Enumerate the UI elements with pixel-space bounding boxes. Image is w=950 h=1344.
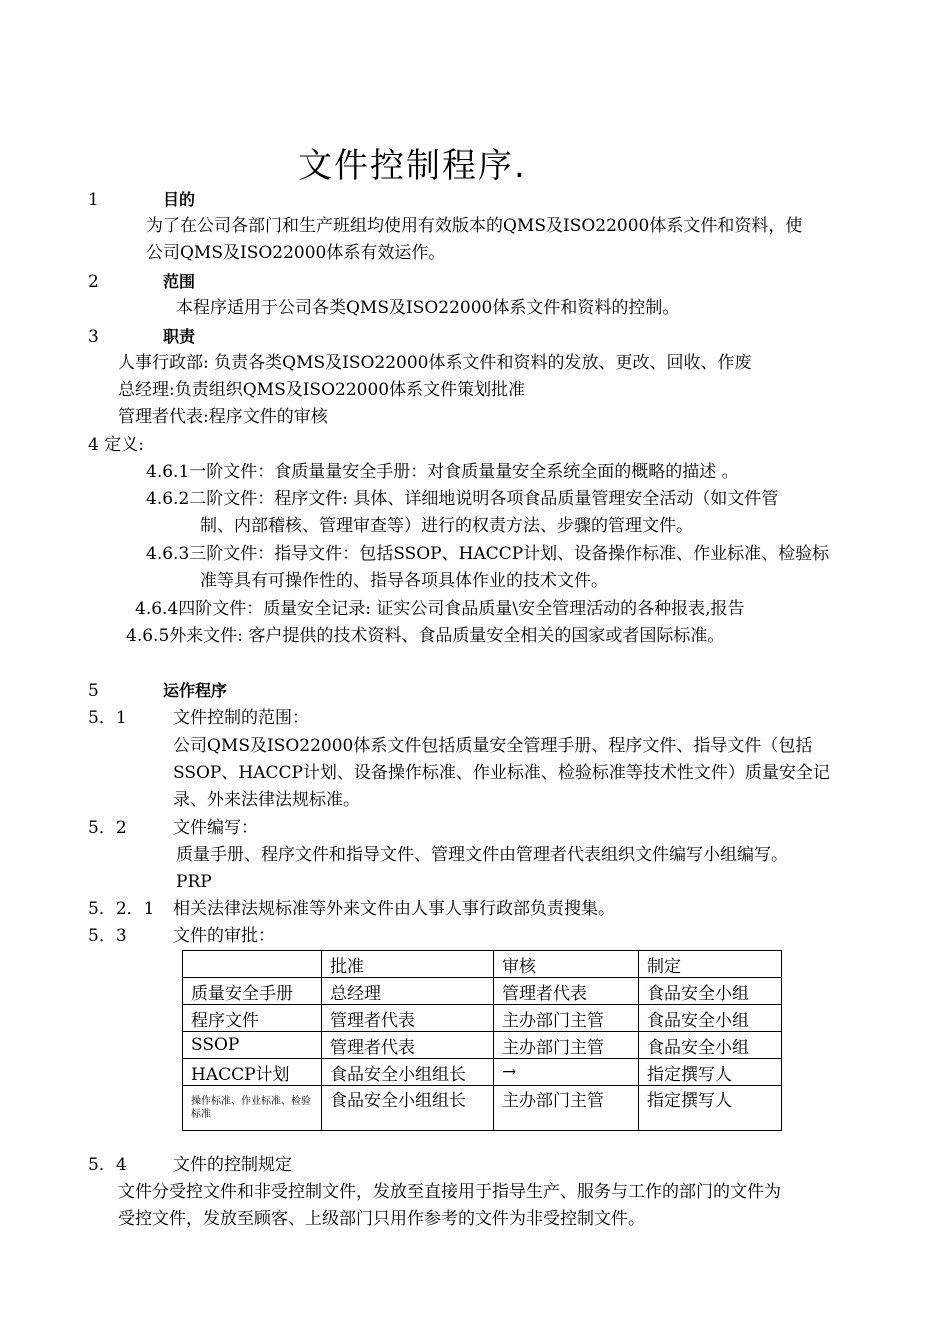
definition-line: 4.6.2二阶文件：程序文件: 具体、详细地说明各项食品质量管理安全活动（如文件管 [146, 489, 779, 509]
subsection-title: 文件的控制规定 [173, 1155, 292, 1175]
paragraph-line: 文件分受控文件和非受控制文件，发放至直接用于指导生产、服务与工作的部门的文件为 [118, 1182, 781, 1202]
paragraph-line: SSOP、HACCP计划、设备操作标准、作业标准、检验标准等技术性文件）质量安全记 [173, 763, 830, 783]
paragraph-line: 总经理:负责组织QMS及ISO22000体系文件策划批准 [118, 380, 526, 400]
table-cell: 程序文件 [183, 1005, 322, 1032]
section-heading: 范围 [163, 272, 196, 291]
section-heading: 运作程序 [163, 681, 228, 700]
paragraph-line: PRP [176, 872, 212, 892]
paragraph-line: 人事行政部: 负责各类QMS及ISO22000体系文件和资料的发放、更改、回收、作废 [118, 353, 752, 373]
table-cell: 食品安全小组 [639, 1005, 782, 1032]
section-number: 1 [88, 190, 99, 210]
table-cell: 质量安全手册 [183, 978, 322, 1005]
table-row [183, 1086, 782, 1131]
table-cell: 总经理 [322, 978, 494, 1005]
table-header-cell: 审核 [494, 951, 639, 978]
table-cell: 食品安全小组组长 [322, 1059, 494, 1086]
paragraph-line: 公司QMS及ISO22000体系有效运作。 [146, 243, 446, 263]
table-row [183, 1032, 782, 1059]
definition-line: 4.6.5外来文件: 客户提供的技术资料、食品质量安全相关的国家或者国际标准。 [126, 626, 725, 646]
section-heading: 4 定义: [88, 435, 144, 455]
subsection-title: 文件编写： [173, 818, 258, 838]
definition-line: 4.6.1一阶文件：食质量量安全手册：对食质量量安全系统全面的概略的描述 。 [146, 462, 739, 482]
definition-line: 准等具有可操作性的、指导各项具体作业的技术文件。 [200, 571, 608, 591]
definition-line: 4.6.4四阶文件：质量安全记录: 证实公司食品质量\安全管理活动的各种报表,报告 [135, 599, 745, 619]
table-row [183, 1059, 782, 1086]
table-cell: 食品安全小组 [639, 1032, 782, 1059]
paragraph-line: 管理者代表:程序文件的审核 [118, 407, 328, 427]
table-cell: HACCP计划 [183, 1059, 322, 1086]
definition-line: 制、内部稽核、管理审查等）进行的权责方法、步骤的管理文件。 [200, 516, 693, 536]
table-cell: 管理者代表 [322, 1032, 494, 1059]
subsection-number: 5．1 [88, 708, 127, 728]
subsection-number: 5．2．1 [88, 899, 155, 919]
subsection-number: 5．3 [88, 926, 127, 946]
table-header-cell: 制定 [639, 951, 782, 978]
subsection-title: 文件控制的范围： [173, 708, 309, 728]
approval-table [182, 950, 782, 1131]
table-cell: 管理者代表 [322, 1005, 494, 1032]
table-cell: 操作标准、作业标准、检验标准 [183, 1086, 322, 1131]
page-title: 文件控制程序. [298, 146, 527, 186]
paragraph-line: 本程序适用于公司各类QMS及ISO22000体系文件和资料的控制。 [176, 298, 680, 318]
paragraph-line: 为了在公司各部门和生产班组均使用有效版本的QMS及ISO22000体系文件和资料，使 [146, 216, 803, 236]
subsection-title: 文件的审批： [173, 926, 275, 946]
table-row [183, 978, 782, 1005]
paragraph-line: 公司QMS及ISO22000体系文件包括质量安全管理手册、程序文件、指导文件（包括 [173, 736, 813, 756]
definition-line: 4.6.3三阶文件：指导文件：包括SSOP、HACCP计划、设备操作标准、作业标准、检验标 [146, 544, 830, 564]
table-header-cell: 批准 [322, 951, 494, 978]
section-number: 5 [88, 681, 99, 701]
table-cell: 管理者代表 [494, 978, 639, 1005]
table-row [183, 1005, 782, 1032]
table-header-cell [183, 951, 322, 978]
paragraph-line: 受控文件，发放至顾客、上级部门只用作参考的文件为非受控制文件。 [118, 1209, 645, 1229]
subsection-number: 5．4 [88, 1155, 127, 1175]
table-header-row [183, 951, 782, 978]
table-cell: 主办部门主管 [494, 1086, 639, 1131]
section-number: 2 [88, 272, 99, 292]
table-cell: 主办部门主管 [494, 1005, 639, 1032]
paragraph-line: 录、外来法律法规标准。 [173, 790, 360, 810]
section-number: 3 [88, 327, 99, 347]
table-cell: 指定撰写人 [639, 1086, 782, 1131]
table-cell: SSOP [183, 1032, 322, 1059]
paragraph-line: 相关法律法规标准等外来文件由人事人事行政部负责搜集。 [173, 899, 615, 919]
table-cell: 主办部门主管 [494, 1032, 639, 1059]
section-heading: 目的 [163, 190, 196, 209]
arrow-icon: → [494, 1059, 639, 1086]
table-cell: 食品安全小组组长 [322, 1086, 494, 1131]
paragraph-line: 质量手册、程序文件和指导文件、管理文件由管理者代表组织文件编写小组编写。 [176, 845, 788, 865]
table-cell: 食品安全小组 [639, 978, 782, 1005]
subsection-number: 5．2 [88, 818, 127, 838]
section-heading: 职责 [163, 327, 196, 346]
table-cell: 指定撰写人 [639, 1059, 782, 1086]
